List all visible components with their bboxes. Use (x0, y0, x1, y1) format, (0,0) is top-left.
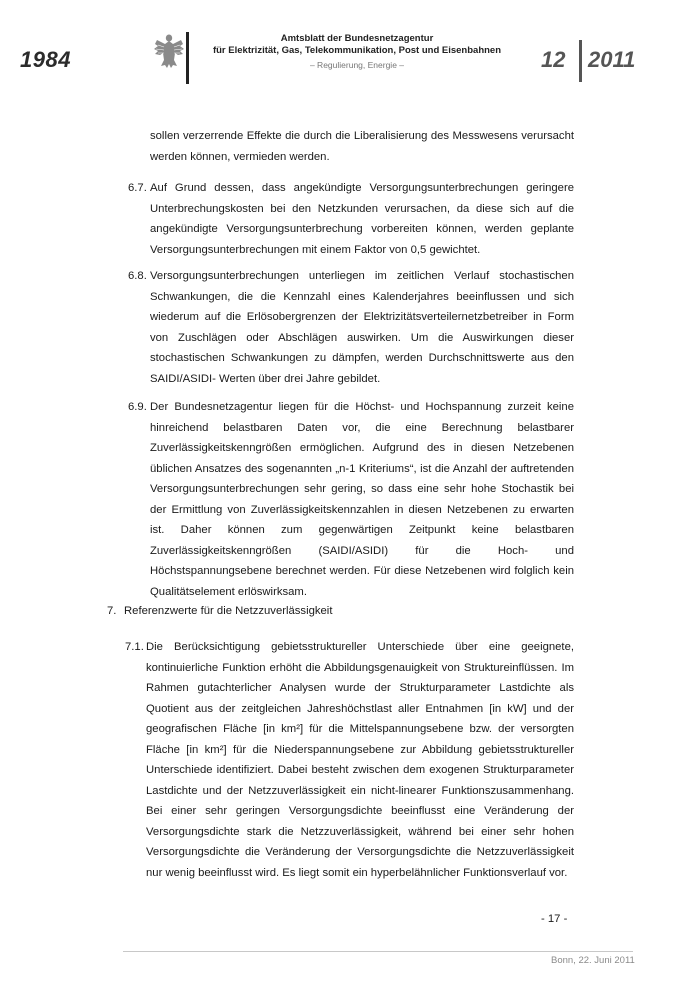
issue-year: 2011 (588, 47, 636, 72)
section-title: Referenzwerte für die Netzzuverlässigkeit (124, 605, 333, 617)
federal-eagle-icon (153, 32, 185, 72)
issue-number: 12 (541, 47, 566, 72)
item-text: Der Bundesnetzagentur liegen für die Höchst- und Hochspannung zurzeit keine hinreichend belastbaren Daten vor, die eine Berechnung belastbarer Zuverlässigkeitskenngrößen ermöglichen. Aufgrund des in diesen Netzebenen üblichen Ansatzes des sogenannten „n-1 Kriteriums“, ist die Anzahl der auftretenden Versorgungsunterbrechungen sehr gering, so dass eine sehr hohe Stochastik bei der Ermittlung von Zuverlässigkeitskennzahlen in diesen Netzebenen zu erwarten ist. Daher können zum gegenwärtigen Zeitpunkt keine belastbaren Zuverlässigkeitskenngrößen (SAIDI/ASIDI) für die Hoch- und Höchstspannungsebene berechnet werden. Für diese Netzebenen wird folglich kein Qualitätselement erlöswirksam. (150, 401, 574, 598)
journal-title (192, 33, 522, 57)
item-number: 6.7. (128, 182, 147, 194)
item-text: Auf Grund dessen, dass angekündigte Versorgungsunterbrechungen geringere Unterbrechungskosten bei den Netzkunden verursachen, da diese sich auf die angekündigte Versorgungsunterbrechung vorbereiten können, werden geplante Versorgungsunterbrechungen mit einem Faktor von 0,5 gewichtet. (150, 182, 574, 256)
journal-subtitle: – Regulierung, Energie – (309, 60, 405, 70)
subitem-number: 7.1. (125, 641, 144, 653)
header-divider-left (186, 32, 189, 84)
journal-title-line-1: Amtsblatt der Bundesnetzagentur (280, 33, 434, 44)
journal-title-line-2: für Elektrizität, Gas, Telekommunikation, Post und Eisenbahnen (212, 45, 502, 56)
item-text: Versorgungsunterbrechungen unterliegen im zeitlichen Verlauf stochastischen Schwankungen, die die Kennzahl eines Kalenderjahres beeinflussen und sich wiederum auf die Erlösobergrenzen der Elektrizitätsverteilernetzbetreiber in Form von Zuschlägen oder Abschlägen auswirken. Um die Auswirkungen dieser stochastischen Schwankungen zu dämpfen, werden Durchschnittswerte aus den SAIDI/ASIDI- Werten über drei Jahre gebildet. (150, 270, 574, 385)
item-number: 6.9. (128, 401, 147, 413)
footer-date: Bonn, 22. Juni 2011 (551, 955, 635, 966)
section-number: 7. (107, 605, 117, 617)
intro-paragraph: sollen verzerrende Effekte die durch die Liberalisierung des Messwesens verursacht werden können, vermieden werden. (150, 130, 574, 163)
subitem-text: Die Berücksichtigung gebietsstruktureller Unterschiede über eine geeignete, kontinuierliche Funktion erhöht die Abbildungsgenauigkeit von Struktureinflüssen. Im Rahmen gutachterlicher Analysen wurde der Strukturparameter Lastdichte als Quotient aus der zeitgleichen Jahreshöchstlast aller Entnahmen [in kW] und der geografischen Fläche [in km²] für die Mittelspannungsebene bzw. der versorgten Fläche [in km²] für die Niederspannungsebene zur Abbildung gebietsstruktureller Unterschiede identifiziert. Dabei besteht zwischen dem exogenen Strukturparameter Lastdichte und der Netzzuverlässigkeit ein nicht-linearer Funktionszusammenhang. Bei einer sehr geringen Versorgungsdichte beeinflusst eine Veränderung der Versorgungsdichte stark die Netzzuverlässigkeit, während bei einer sehr hohen Versorgungsdichte die Veränderung der Versorgungsdichte die Netzzuverlässigkeit nur wenig beeinflusst wird. Es liegt somit ein hyperbelähnlicher Funktionsverlauf vor. (146, 641, 574, 879)
journal-page-number: 1984 (20, 47, 71, 72)
item-number: 6.8. (128, 270, 147, 282)
footer-rule (123, 951, 633, 952)
page-label: - 17 - (541, 913, 568, 925)
header-divider-right (579, 40, 582, 82)
